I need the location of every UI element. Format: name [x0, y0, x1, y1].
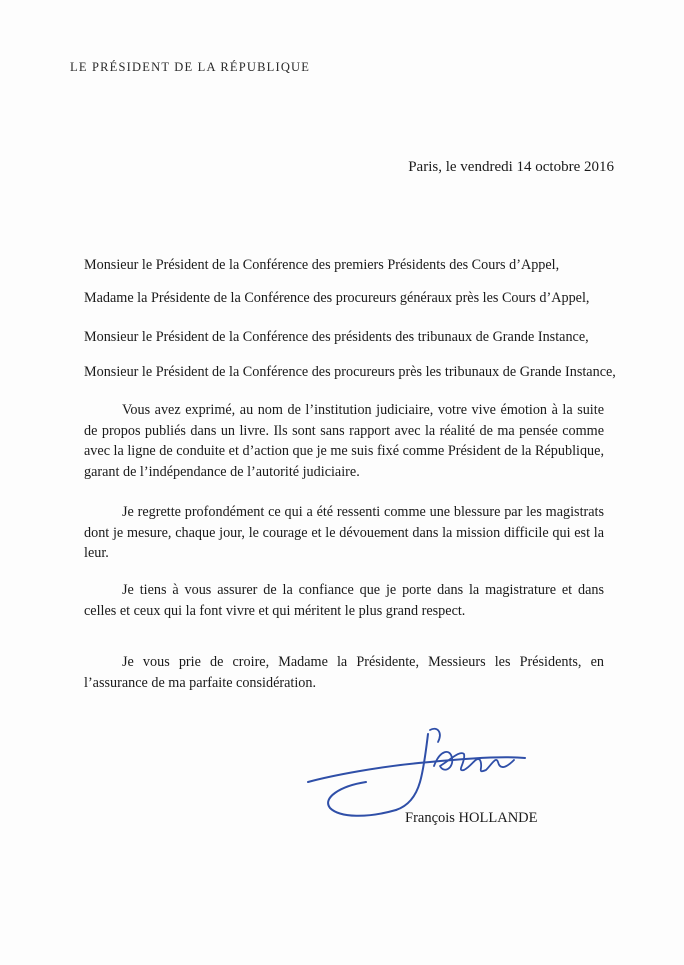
signature-stroke — [328, 782, 396, 816]
body-paragraph: Je tiens à vous assurer de la confiance que je porte dans la magistrature et dans celles et ceux qui la font vivre et qui méritent le plus grand respect. — [84, 582, 604, 619]
dateline: Paris, le vendredi 14 octobre 2016 — [408, 159, 614, 175]
signature-stroke — [434, 752, 514, 771]
addressee-line: Madame la Présidente de la Conférence des procureurs généraux près les Cours d’Appel, — [84, 290, 590, 306]
addressee-line: Monsieur le Président de la Conférence des procureurs près les tribunaux de Grande Instance, — [84, 364, 616, 380]
body-paragraph: Je vous prie de croire, Madame la Présidente, Messieurs les Présidents, en l’assurance de ma parfaite considération. — [84, 654, 604, 691]
addressee-line: Monsieur le Président de la Conférence des premiers Présidents des Cours d’Appel, — [84, 257, 560, 273]
body-paragraph: Vous avez exprimé, au nom de l’institution judiciaire, votre vive émotion à la suite de propos publiés dans un livre. Ils sont sans rapport avec la réalité de ma pensée comme avec la ligne de conduite et d’action que je me suis fixé comme Président de la République, garant de l’indépendance de l’autorité judiciaire. — [84, 402, 604, 480]
signer-name: François HOLLANDE — [405, 810, 538, 826]
signature-stroke — [396, 734, 428, 810]
body-paragraph: Je regrette profondément ce qui a été ressenti comme une blessure par les magistrats dont je mesure, chaque jour, le courage et le dévouement dans la mission difficile qui est la leur. — [84, 504, 604, 561]
signature-stroke — [308, 757, 525, 782]
signature-stroke — [430, 729, 440, 742]
addressee-line: Monsieur le Président de la Conférence des présidents des tribunaux de Grande Instance, — [84, 329, 589, 345]
letterhead: LE PRÉSIDENT DE LA RÉPUBLIQUE — [70, 60, 311, 74]
